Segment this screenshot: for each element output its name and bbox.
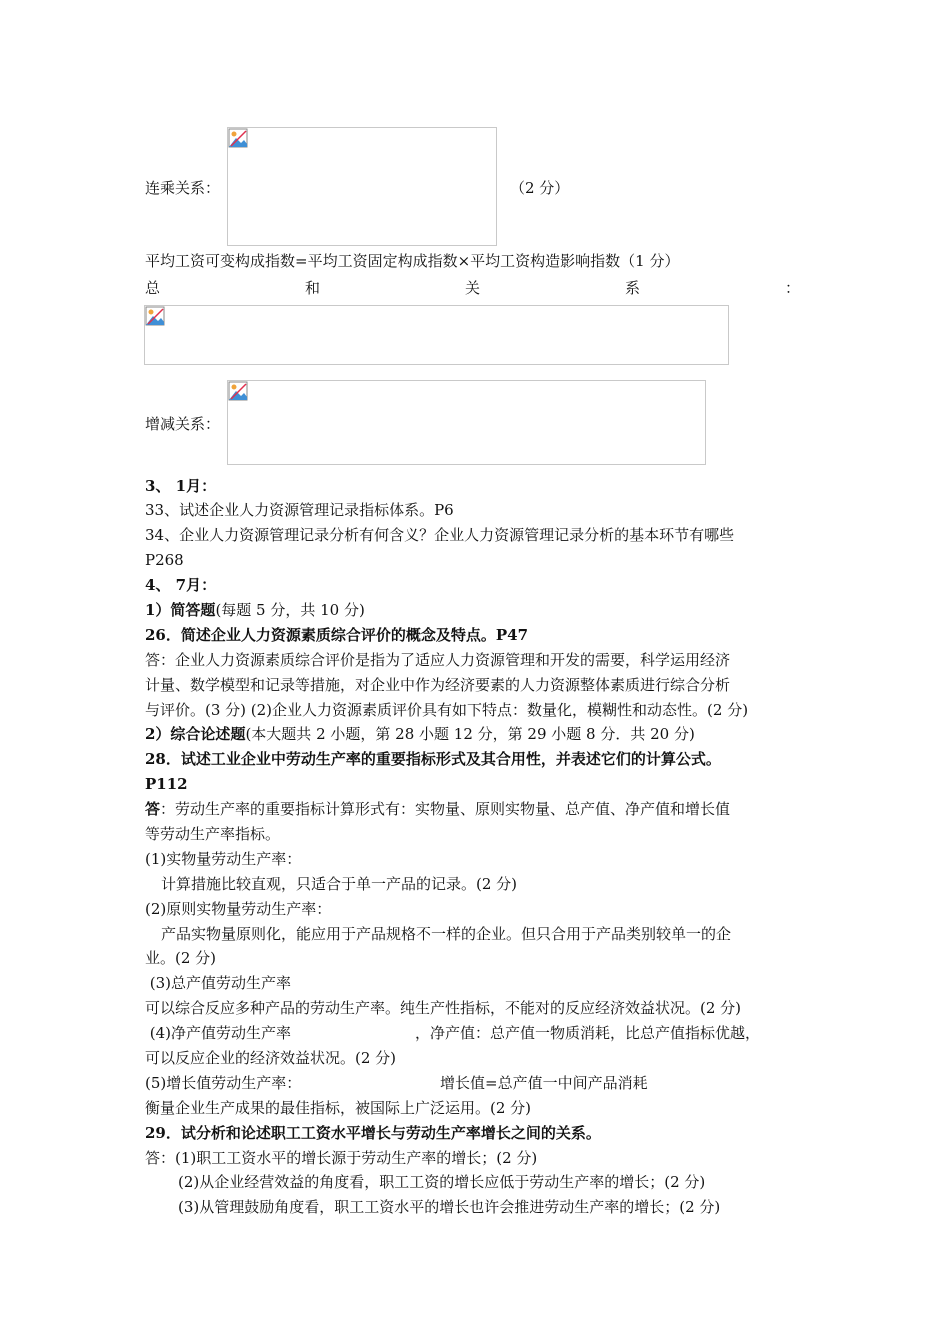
answer-26-line: 计量、数学模型和记录等措施，对企业中作为经济要素的人力资源整体素质进行综合分析 <box>145 676 731 694</box>
total-relation-char: 和 <box>304 279 320 297</box>
formula-image-total <box>144 305 729 365</box>
subsection-essay <box>145 724 695 744</box>
subsection-title: 2）综合论述题 <box>145 725 246 743</box>
answer-28-item-4-formula: ，净产值：总产值一物质消耗，比总产值指标优越， <box>415 1024 761 1042</box>
formula-label-chain: 连乘关系： <box>145 179 221 197</box>
answer-label: 答 <box>145 800 161 818</box>
broken-image-icon <box>228 128 248 148</box>
answer-28-item-5-formula: 增长值=总产值一中间产品消耗 <box>440 1074 648 1092</box>
answer-28-item-2-desc: 产品实物量原则化，能应用于产品规格不一样的企业。但只合用于产品类别较单一的企 <box>161 925 732 943</box>
formula-image-increase <box>227 380 706 465</box>
avg-wage-line: 平均工资可变构成指数=平均工资固定构成指数×平均工资构造影响指数（1 分） <box>145 252 680 270</box>
answer-26-line: 与评价。(3 分) (2)企业人力资源素质评价具有如下特点：数量化，模糊性和动态性。(2 分) <box>145 701 749 719</box>
answer-29-item-2: (2)从企业经营效益的角度看，职工工资的增长应低于劳动生产率的增长；(2 分) <box>178 1173 706 1191</box>
answer-28-item-1: (1)实物量劳动生产率： <box>145 850 302 868</box>
total-relation-heading <box>145 278 800 298</box>
question-33: 33、试述企业人力资源管理记录指标体系。P6 <box>145 501 454 519</box>
broken-image-icon <box>228 381 248 401</box>
answer-28-item-5-desc: 衡量企业生产成果的最佳指标，被国际上广泛运用。(2 分) <box>145 1099 532 1117</box>
answer-28-item-5: (5)增长值劳动生产率： <box>145 1074 302 1092</box>
answer-26-line: 答：企业人力资源素质综合评价是指为了适应人力资源管理和开发的需要，科学运用经济 <box>145 651 731 669</box>
subsection-title: 1）简答题 <box>145 601 216 619</box>
answer-28-item-1-desc: 计算措施比较直观，只适合于单一产品的记录。(2 分) <box>161 875 518 893</box>
answer-28-item-4-desc: 可以反应企业的经济效益状况。(2 分) <box>145 1049 397 1067</box>
answer-29-item-1: 答：(1)职工工资水平的增长源于劳动生产率的增长；(2 分) <box>145 1149 538 1167</box>
subsection-short-answer <box>145 600 365 620</box>
section-heading-jan: 3、 1月： <box>145 477 217 495</box>
broken-image-icon <box>145 306 165 326</box>
formula-score-chain: （2 分） <box>510 179 570 197</box>
answer-text: ：劳动生产率的重要指标计算形式有：实物量、原则实物量、总产值、净产值和增长值 <box>160 800 731 818</box>
answer-28-item-2-desc-cont: 业。(2 分) <box>145 949 217 967</box>
answer-28-item-3: (3)总产值劳动生产率 <box>145 974 292 992</box>
question-26: 26．简述企业人力资源素质综合评价的概念及特点。P47 <box>145 626 529 644</box>
formula-label-increase: 增减关系： <box>145 415 221 433</box>
question-28-page: P112 <box>145 775 188 793</box>
answer-28-intro <box>145 799 730 819</box>
formula-image-chain <box>227 127 497 246</box>
question-34: 34、企业人力资源管理记录分析有何含义？企业人力资源管理记录分析的基本环节有哪些 <box>145 526 735 544</box>
answer-28-intro-cont: 等劳动生产率指标。 <box>145 825 281 843</box>
section-heading-jul: 4、 7月： <box>145 576 217 594</box>
subsection-note: (本大题共 2 小题，第 28 小题 12 分，第 29 小题 8 分．共 20 分) <box>245 725 695 743</box>
total-relation-char: 系 <box>624 279 640 297</box>
total-relation-char: 关 <box>464 279 480 297</box>
total-relation-char: ： <box>784 279 800 297</box>
subsection-note: (每题 5 分，共 10 分) <box>215 601 365 619</box>
answer-28-item-4: (4)净产值劳动生产率 <box>145 1024 292 1042</box>
answer-29-item-3: (3)从管理鼓励角度看，职工工资水平的增长也许会推进劳动生产率的增长；(2 分) <box>178 1198 721 1216</box>
question-28: 28．试述工业企业中劳动生产率的重要指标形式及其合用性，并表述它们的计算公式。 <box>145 750 721 768</box>
question-29: 29．试分析和论述职工工资水平增长与劳动生产率增长之间的关系。 <box>145 1124 601 1142</box>
total-relation-char: 总 <box>145 279 161 297</box>
answer-28-item-3-desc: 可以综合反应多种产品的劳动生产率。纯生产性指标，不能对的反应经济效益状况。(2 分) <box>145 999 742 1017</box>
question-34-page: P268 <box>145 551 184 569</box>
answer-28-item-2: (2)原则实物量劳动生产率： <box>145 900 332 918</box>
